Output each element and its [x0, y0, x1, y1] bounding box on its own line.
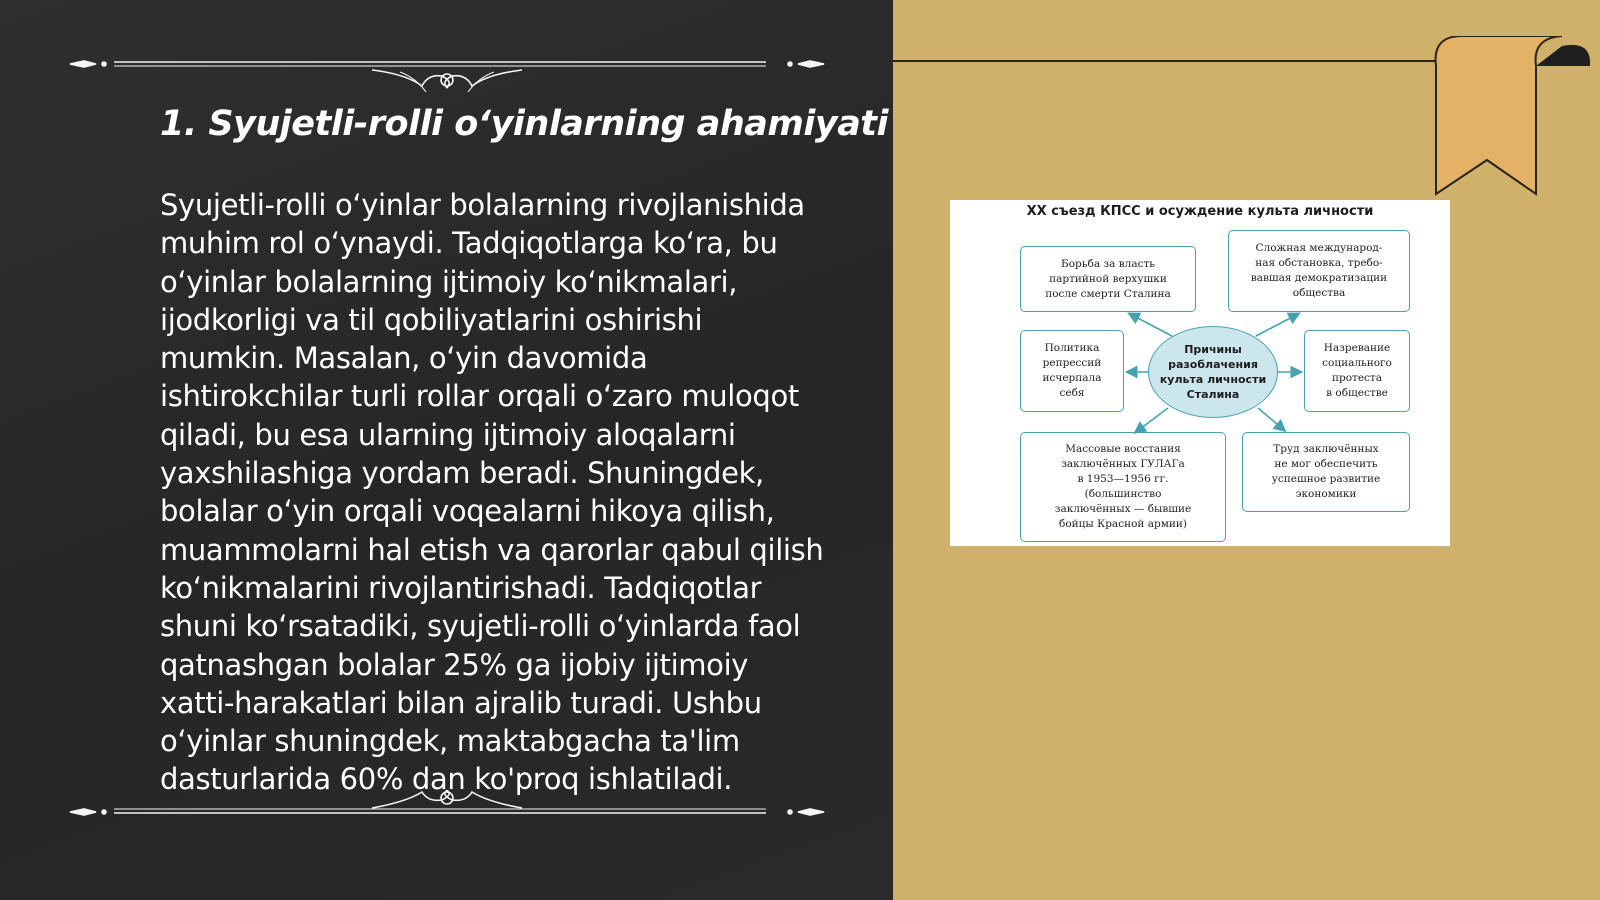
diagram-title: XX съезд КПСС и осуждение культа личности: [1026, 204, 1374, 219]
slide-body-text: Syujetli-rolli o‘yinlar bolalarning rivojlanishida muhim rol o‘ynaydi. Tadqiqotlarga ko‘ra, bu o‘yinlar bolalarning ijtimoiy ko‘nikmalari, ijodkorligi va til qobiliyatlarini oshirishi mumkin. Masalan, o‘yin davomida ishtirokchilar turli rollar orqali o‘zaro muloqot qiladi, bu esa ularning ijtimoiy aloqalarni yaxshilashiga yordam beradi. Shuningdek, bolalar o‘yin orqali voqealarni hikoya qilish, muammolarni hal etish va qarorlar qabul qilish ko‘nikmalarini rivojlantirishadi. Tadqiqotlar shuni ko‘rsatadiki, syujetli-rolli o‘yinlarda faol qatnashgan bolalar 25% ga ijobiy ijtimoiy xatti-harakatlari bilan ajralib turadi. Ushbu o‘yinlar shuningdek, maktabgacha ta'lim dasturlarida 60% dan ko'proq ishlatiladi.: [160, 188, 824, 797]
bookmark-ribbon-icon: [1432, 36, 1592, 206]
diagram-box-top-right: Сложная международ- ная обстановка, требо- вавшая демократизации общества: [1228, 230, 1410, 312]
slide-title: 1. Syujetli-rolli o‘yinlarning ahamiyati: [160, 104, 889, 144]
diagram-center-ellipse: Причины разоблачения культа личности Сталина: [1148, 326, 1278, 418]
diagram-box-bottom-right: Труд заключённых не мог обеспечить успешное развитие экономики: [1242, 432, 1410, 512]
diagram-box-top-left: Борьба за власть партийной верхушки после смерти Сталина: [1020, 246, 1196, 312]
bottom-scroll-ornament-icon: [66, 790, 828, 830]
diagram-box-mid-left: Политика репрессий исчерпала себя: [1020, 330, 1124, 412]
panel-divider-line: [893, 60, 1439, 62]
diagram-box-mid-right: Назревание социального протеста в обществе: [1304, 330, 1410, 412]
history-diagram-image: [950, 200, 1450, 546]
diagram-box-bottom-left: Массовые восстания заключённых ГУЛАГа в 1953—1956 гг. (большинство заключённых — бывшие бойцы Красной армии): [1020, 432, 1226, 542]
top-scroll-ornament-icon: [66, 52, 828, 92]
